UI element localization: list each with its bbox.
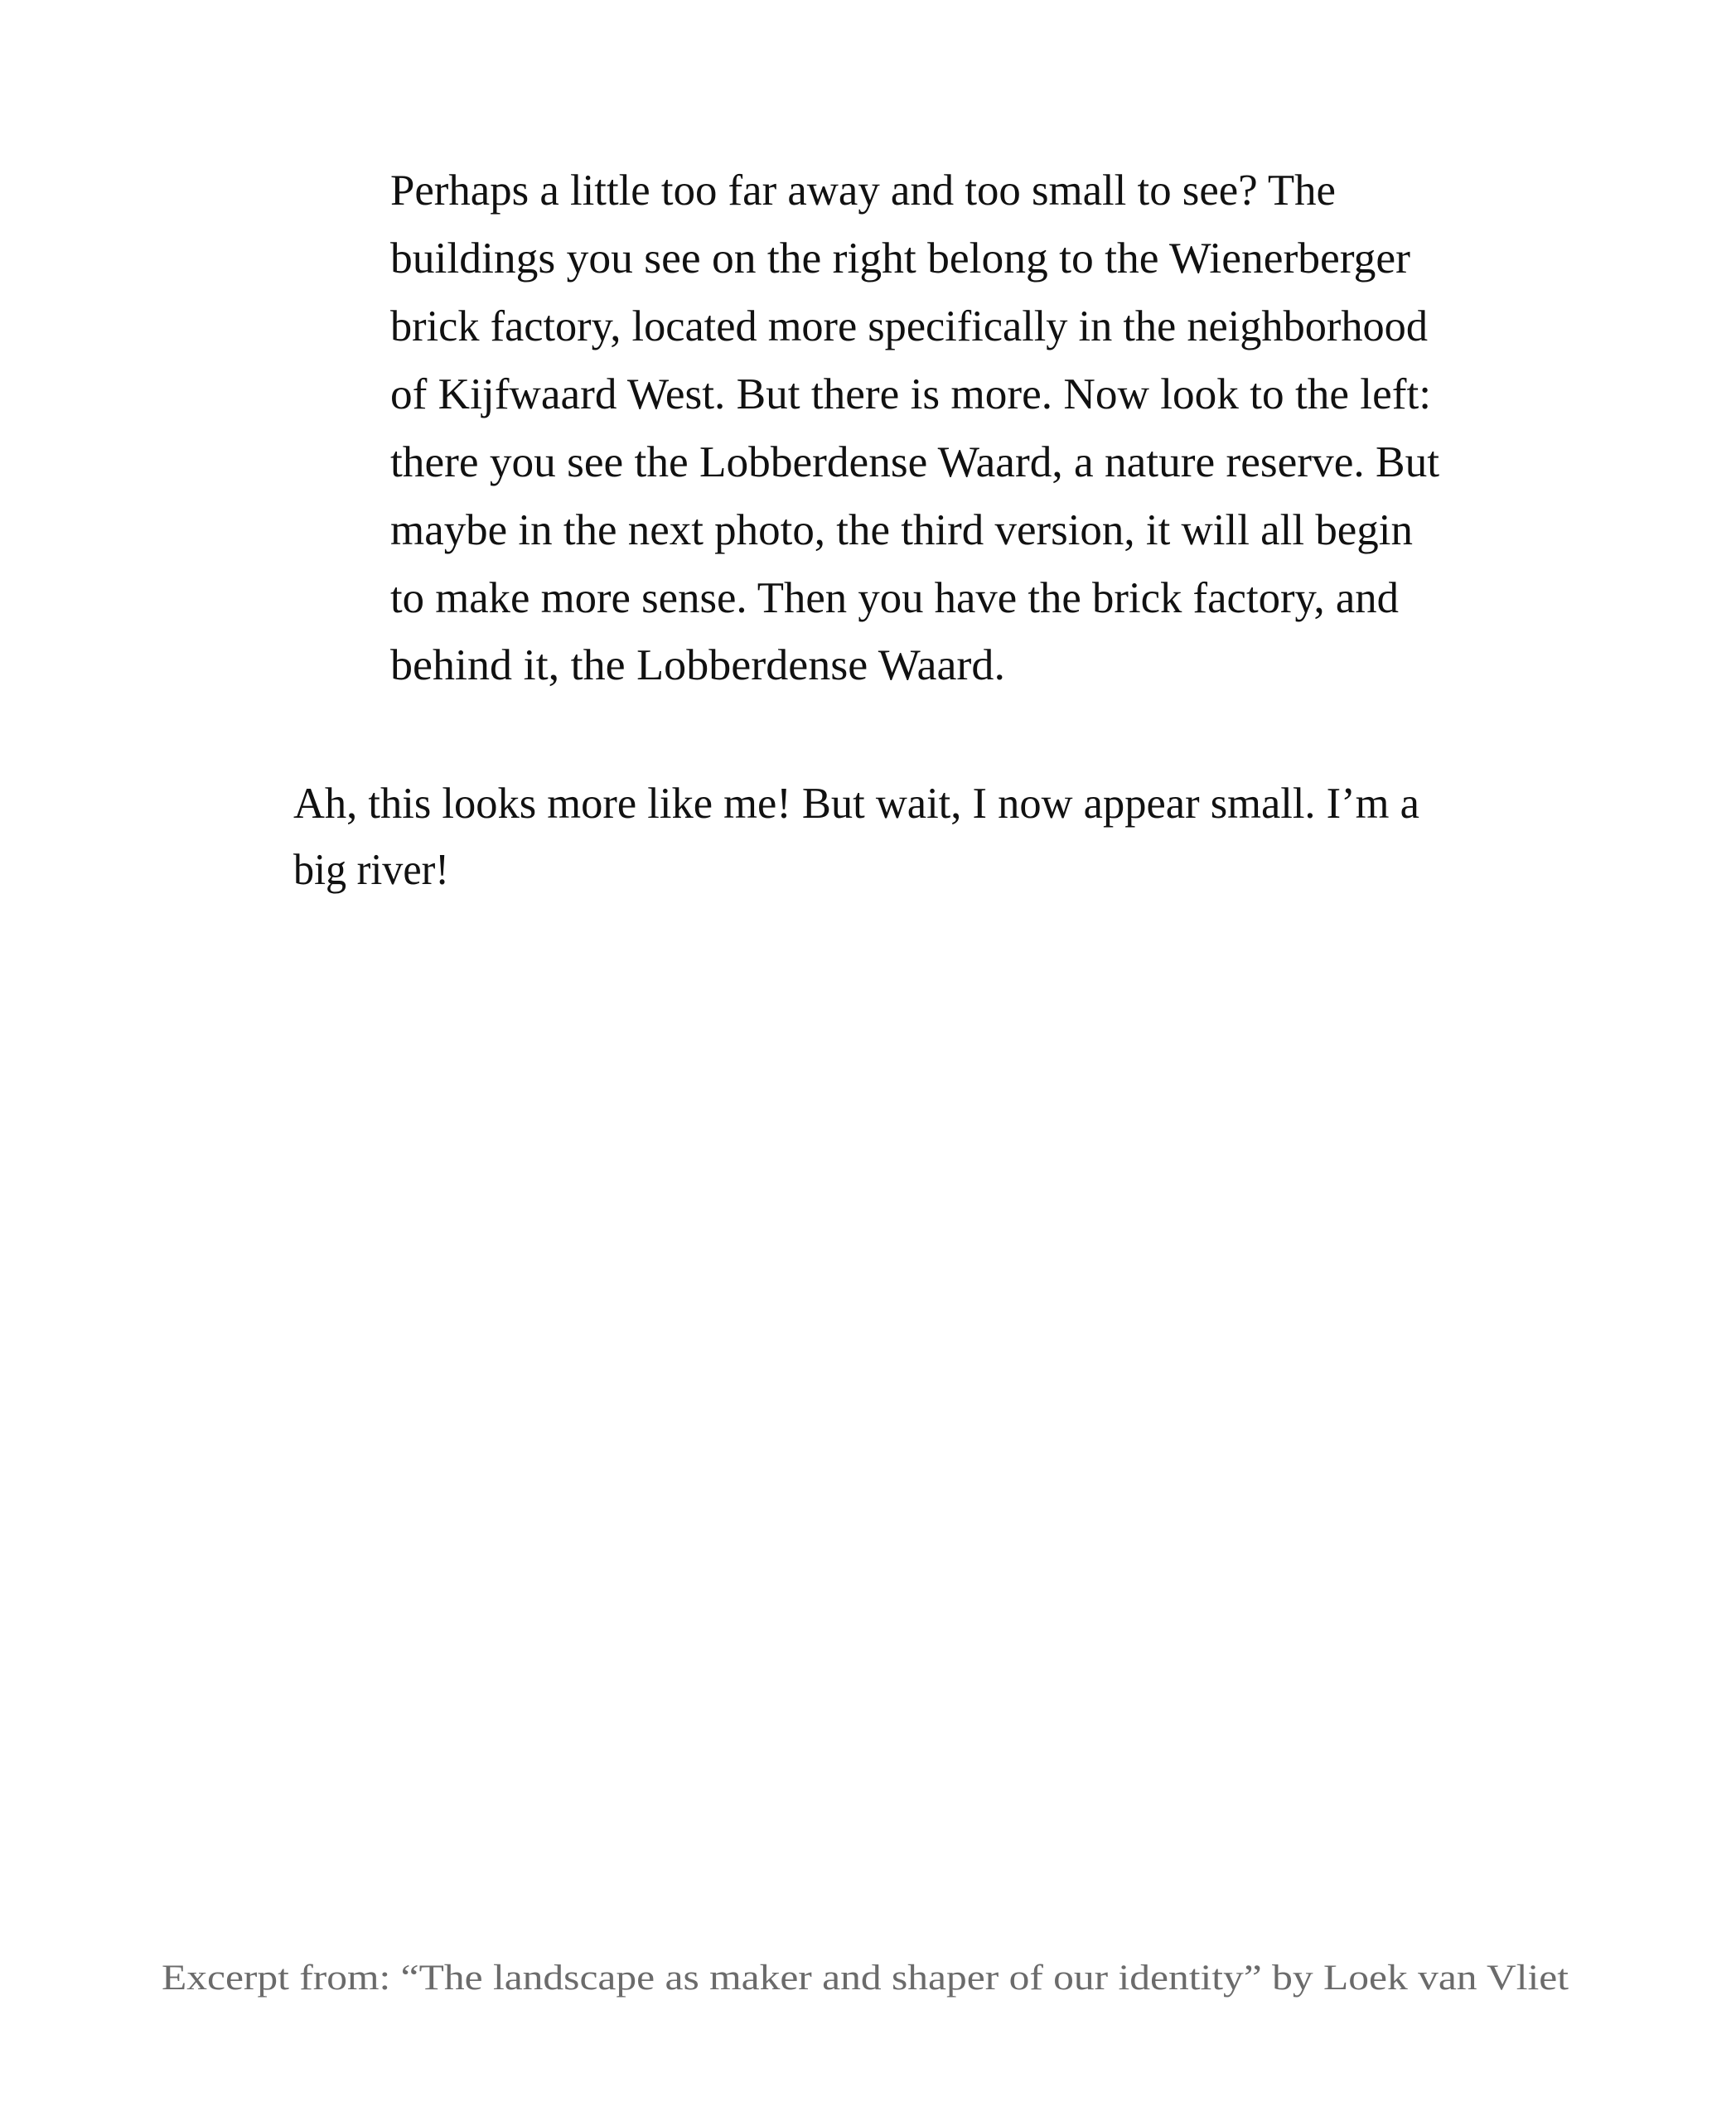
paragraph-line: big river!	[293, 846, 449, 895]
quote-line: of Kijfwaard West. But there is more. Now look to the left:	[390, 370, 1432, 419]
quote-line: buildings you see on the right belong to the Wienerberger	[390, 234, 1411, 283]
quote-line: behind it, the Lobberdense Waard.	[390, 641, 1005, 690]
quote-line: maybe in the next photo, the third version, it will all begin	[390, 506, 1413, 555]
quote-line: there you see the Lobberdense Waard, a nature reserve. But	[390, 438, 1440, 487]
paragraph-line: Ah, this looks more like me! But wait, I now appear small. I’m a	[293, 780, 1419, 829]
quote-line: Perhaps a little too far away and too small to see? The	[390, 167, 1336, 215]
quote-line: brick factory, located more specifically in the neighborhood	[390, 302, 1428, 351]
quote-line: to make more sense. Then you have the brick factory, and	[390, 574, 1400, 623]
excerpt-attribution: Excerpt from: “The landscape as maker and shaper of our identity” by Loek van Vliet	[162, 1959, 1569, 1998]
